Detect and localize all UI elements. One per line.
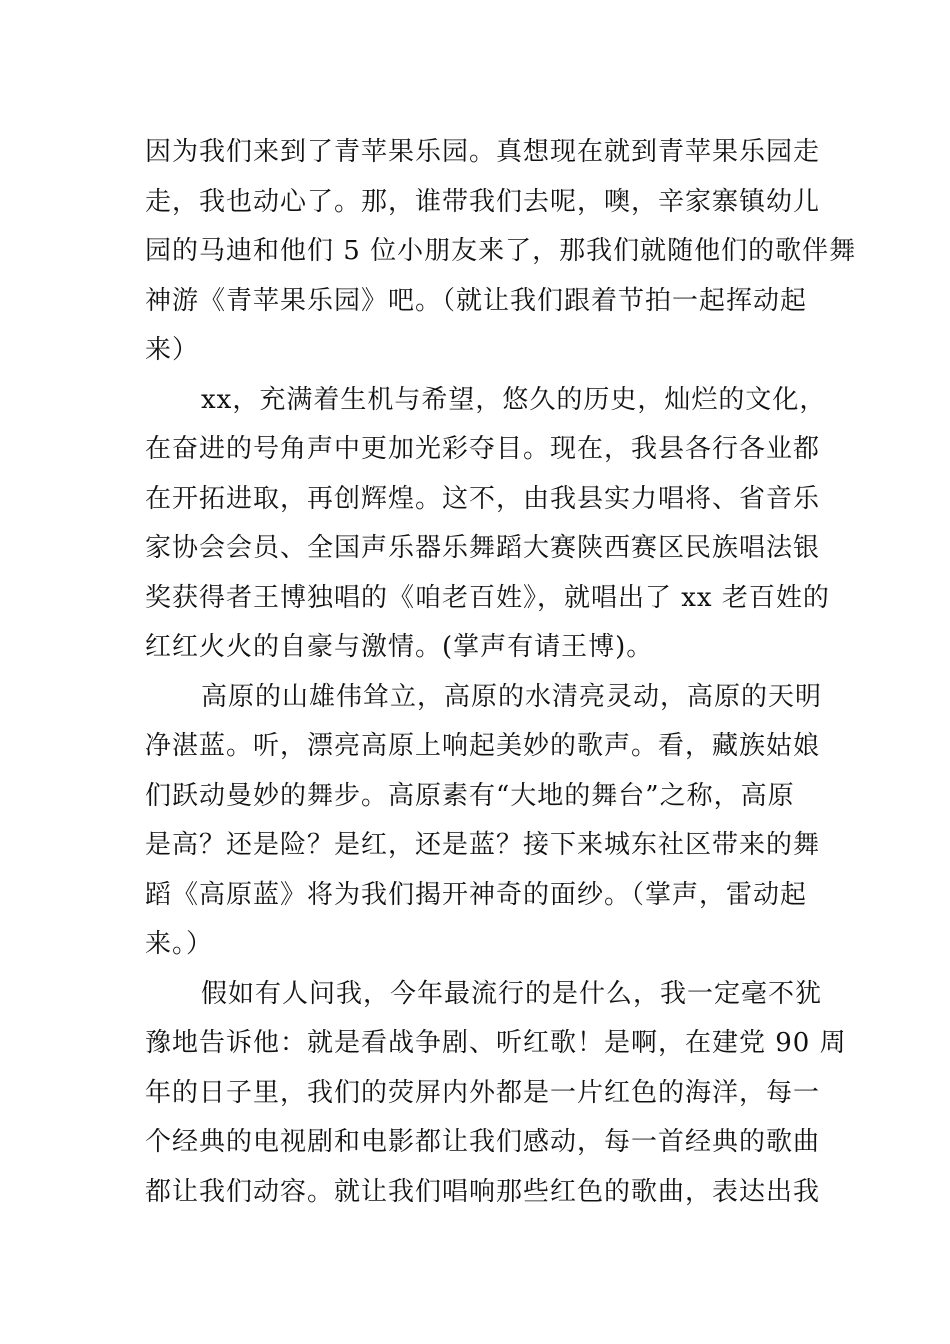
text-line: 来。） (145, 929, 214, 959)
text-line: 红红火火的自豪与激情。(掌声有请王博)。 (145, 632, 654, 662)
text-line: 奖获得者王博独唱的《咱老百姓》，就唱出了 xx 老百姓的 (145, 582, 830, 613)
text-line: xx，充满着生机与希望，悠久的历史，灿烂的文化， (201, 384, 827, 415)
text-line: 来） (145, 335, 200, 365)
text-line: 假如有人问我，今年最流行的是什么，我一定毫不犹 (201, 978, 823, 1009)
text-line: 个经典的电视剧和电影都让我们感动，每一首经典的歌曲 (145, 1127, 821, 1157)
text-line: 年的日子里，我们的荧屏内外都是一片红色的海洋，每一 (145, 1077, 821, 1108)
paragraph-1 (145, 128, 857, 376)
text-line: 神游《青苹果乐园》吧。（就让我们跟着节拍一起挥动起 (145, 285, 808, 316)
text-line: 因为我们来到了青苹果乐园。真想现在就到青苹果乐园走 (145, 137, 821, 167)
document-body (145, 128, 857, 1217)
text-line: 豫地告诉他：就是看战争剧、听红歌！是啊，在建党 90 周 (145, 1028, 847, 1058)
paragraph-2 (145, 376, 830, 673)
text-line: 净湛蓝。听，漂亮高原上响起美妙的歌声。看，藏族姑娘 (145, 731, 821, 761)
text-line: 在开拓进取，再创辉煌。这不，由我县实力唱将、省音乐 (145, 483, 821, 514)
text-line: 家协会会员、全国声乐器乐舞蹈大赛陕西赛区民族唱法银 (145, 533, 821, 563)
text-line: 高原的山雄伟耸立，高原的水清亮灵动，高原的天明 (201, 681, 823, 712)
text-line: 们跃动曼妙的舞步。高原素有“大地的舞台”之称，高原 (145, 780, 795, 811)
text-line: 走，我也动心了。那，谁带我们去呢，噢，辛家寨镇幼儿 (145, 186, 821, 217)
paragraph-3 (145, 673, 823, 970)
paragraph-4 (145, 970, 847, 1218)
text-line: 都让我们动容。就让我们唱响那些红色的歌曲，表达出我 (145, 1176, 821, 1207)
text-line: 是高？还是险？是红，还是蓝？接下来城东社区带来的舞 (145, 830, 821, 860)
text-line: 蹈《高原蓝》将为我们揭开神奇的面纱。（掌声，雷动起 (145, 879, 808, 910)
text-line: 在奋进的号角声中更加光彩夺目。现在，我县各行各业都 (145, 434, 821, 464)
text-line: 园的马迪和他们 5 位小朋友来了，那我们就随他们的歌伴舞 (145, 236, 857, 266)
